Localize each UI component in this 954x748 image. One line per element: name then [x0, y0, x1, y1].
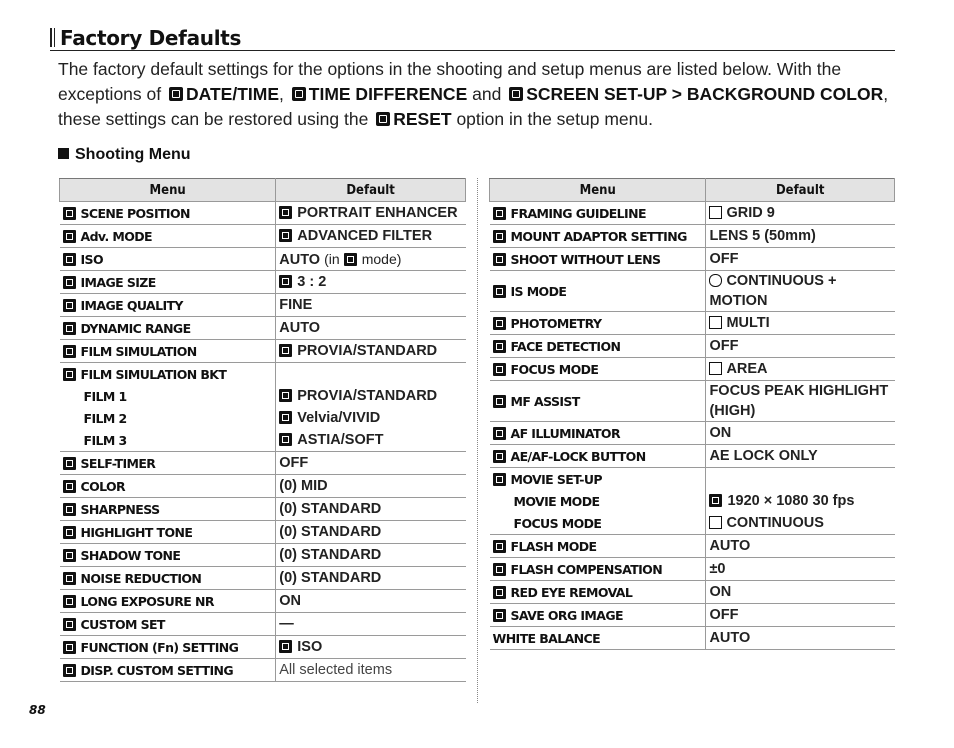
is-mode-icon — [493, 285, 506, 298]
portrait-enhancer-icon — [279, 206, 292, 219]
stabilizer-icon — [709, 274, 722, 287]
iso-note-2: mode) — [361, 250, 402, 267]
mf-assist-icon — [493, 395, 506, 408]
page-number: 88 — [29, 703, 46, 717]
intro-text-3: option in the setup menu. — [456, 109, 653, 129]
table-row — [60, 429, 466, 452]
menu-label: DISP. CUSTOM SETTING — [80, 662, 234, 678]
vivid-icon — [279, 411, 292, 424]
menu-label: MOVIE MODE — [513, 493, 600, 509]
soft-icon — [279, 433, 292, 446]
default-value: OFF — [709, 607, 739, 623]
focus-mode-icon — [493, 363, 506, 376]
default-value: 3 : 2 — [297, 274, 327, 290]
default-value: (0) STANDARD — [279, 501, 382, 517]
table-row — [490, 535, 895, 558]
fn-icon — [63, 641, 76, 654]
red-eye-icon — [493, 586, 506, 599]
column-header-default: Default — [276, 179, 466, 202]
disp-custom-icon — [63, 664, 76, 677]
multi-metering-icon — [709, 316, 722, 329]
table-row — [490, 512, 895, 535]
default-value: PORTRAIT ENHANCER — [297, 205, 458, 221]
color-icon — [63, 480, 76, 493]
default-value: FINE — [279, 297, 313, 313]
default-value: ON — [709, 584, 732, 600]
square-bullet-icon — [58, 148, 69, 159]
advanced-filter-icon — [279, 229, 292, 242]
default-value: (0) STANDARD — [279, 547, 382, 563]
menu-label: FILM SIMULATION — [80, 343, 197, 359]
intro-paragraph — [58, 57, 898, 132]
menu-label: COLOR — [80, 478, 126, 494]
table-row — [490, 248, 895, 271]
table-row — [60, 475, 466, 498]
menu-label: FUNCTION (Fn) SETTING — [80, 639, 239, 655]
table-row — [490, 358, 895, 381]
menu-label: CUSTOM SET — [80, 616, 165, 632]
time-difference-label: TIME DIFFERENCE — [308, 84, 468, 104]
column-header-menu: Menu — [490, 179, 706, 202]
table-row — [60, 659, 466, 682]
menu-label: SCENE POSITION — [80, 205, 190, 221]
menu-label: Adv. MODE — [80, 228, 152, 244]
table-row — [60, 521, 466, 544]
menu-label: FRAMING GUIDELINE — [510, 205, 646, 221]
screen-setup-label: SCREEN SET-UP > BACKGROUND COLOR — [526, 84, 884, 104]
grid-icon — [709, 206, 722, 219]
reset-label: RESET — [393, 109, 452, 129]
menu-label: WHITE BALANCE — [492, 630, 601, 646]
table-row — [490, 312, 895, 335]
page-header — [50, 26, 895, 51]
table-row — [60, 544, 466, 567]
default-value: AE LOCK ONLY — [709, 448, 818, 464]
table-row — [490, 627, 895, 650]
default-value: PROVIA/STANDARD — [297, 388, 438, 404]
long-exposure-icon — [63, 595, 76, 608]
default-value: AUTO — [279, 320, 321, 336]
table-row — [490, 335, 895, 358]
title-bar-icon — [50, 28, 55, 47]
area-focus-icon — [709, 362, 722, 375]
table-row — [60, 294, 466, 317]
iso-note: (in — [324, 250, 340, 267]
time-difference-icon — [292, 87, 306, 101]
film-bkt-icon — [63, 368, 76, 381]
table-header — [60, 179, 466, 202]
default-value: ON — [279, 593, 301, 609]
table-row — [490, 558, 895, 581]
sr-auto-icon — [344, 253, 357, 266]
table-row — [60, 613, 466, 636]
default-value: ON — [709, 425, 732, 441]
section-heading — [58, 146, 191, 164]
default-value: ASTIA/SOFT — [297, 432, 384, 448]
std-icon — [279, 389, 292, 402]
table-row — [60, 225, 466, 248]
ae-af-lock-icon — [493, 450, 506, 463]
default-value: GRID 9 — [726, 205, 775, 221]
std-icon — [279, 344, 292, 357]
table-row — [490, 381, 895, 422]
sharpness-icon — [63, 503, 76, 516]
table-row — [60, 340, 466, 363]
menu-label: RED EYE REMOVAL — [510, 584, 633, 600]
default-value: 1920 × 1080 30 fps — [727, 493, 855, 509]
default-value: MULTI — [726, 315, 770, 331]
face-detection-icon — [493, 340, 506, 353]
default-value: LENS 5 (50mm) — [709, 228, 816, 244]
default-value: CONTINUOUS — [726, 515, 824, 531]
clock-icon — [169, 87, 183, 101]
movie-setup-icon — [493, 473, 506, 486]
page-title: Factory Defaults — [60, 26, 242, 50]
menu-label: SHARPNESS — [80, 501, 160, 517]
flash-mode-icon — [493, 540, 506, 553]
menu-label: IS MODE — [510, 283, 567, 299]
menu-label: SHADOW TONE — [80, 547, 181, 563]
table-row — [60, 452, 466, 475]
noise-reduction-icon — [63, 572, 76, 585]
table-row — [490, 604, 895, 627]
menu-label: PHOTOMETRY — [510, 315, 602, 331]
table-row — [490, 490, 895, 512]
intro-and: and — [472, 84, 502, 104]
menu-label: MF ASSIST — [510, 393, 580, 409]
shooting-menu-table-left — [59, 178, 466, 682]
menu-label: AE/AF-LOCK BUTTON — [510, 448, 646, 464]
framing-guideline-icon — [493, 207, 506, 220]
column-divider — [477, 178, 478, 703]
table-row — [60, 498, 466, 521]
table-row — [490, 581, 895, 604]
table-row — [60, 407, 466, 429]
menu-label: FOCUS MODE — [510, 361, 599, 377]
table-row — [60, 317, 466, 340]
continuous-af-icon — [709, 516, 722, 529]
custom-set-icon — [63, 618, 76, 631]
default-value: OFF — [709, 338, 739, 354]
intro-text-1: The factory default settings for the options in the shooting and setup menus are listed below. With the exceptions of — [58, 59, 842, 104]
shoot-without-lens-icon — [493, 253, 506, 266]
default-value: OFF — [279, 455, 309, 471]
size-large-icon — [279, 275, 292, 288]
date-time-label: DATE/TIME — [186, 84, 280, 104]
section-title: Shooting Menu — [75, 146, 191, 163]
default-value: AUTO — [709, 630, 751, 646]
default-value: AUTO — [709, 538, 751, 554]
default-value: OFF — [709, 251, 739, 267]
reset-icon — [376, 112, 390, 126]
highlight-tone-icon — [63, 526, 76, 539]
default-value: All selected items — [279, 662, 393, 678]
table-row — [60, 363, 466, 386]
menu-label: SHOOT WITHOUT LENS — [510, 251, 661, 267]
self-timer-icon — [63, 457, 76, 470]
table-row — [490, 468, 895, 491]
table-row — [60, 636, 466, 659]
default-value: PROVIA/STANDARD — [297, 343, 438, 359]
menu-label: MOUNT ADAPTOR SETTING — [510, 228, 687, 244]
menu-label: FACE DETECTION — [510, 338, 621, 354]
column-header-default: Default — [706, 179, 895, 202]
table-row — [60, 567, 466, 590]
menu-label: FLASH COMPENSATION — [510, 561, 663, 577]
scene-icon — [63, 207, 76, 220]
adv-mode-icon — [63, 230, 76, 243]
image-quality-icon — [63, 299, 76, 312]
menu-label: FILM 2 — [83, 410, 127, 426]
af-illuminator-icon — [493, 427, 506, 440]
shooting-menu-table-right — [489, 178, 895, 650]
table-row — [490, 225, 895, 248]
table-header — [490, 179, 895, 202]
menu-label: MOVIE SET-UP — [510, 471, 602, 487]
menu-label: FILM 3 — [83, 432, 127, 448]
save-org-icon — [493, 609, 506, 622]
default-value: — — [279, 616, 294, 632]
menu-label: FLASH MODE — [510, 538, 597, 554]
table-row — [490, 202, 895, 225]
table-row — [60, 271, 466, 294]
default-value: AREA — [726, 361, 768, 377]
iso-icon — [63, 253, 76, 266]
menu-label: FILM SIMULATION BKT — [80, 366, 227, 382]
menu-label: DYNAMIC RANGE — [80, 320, 191, 336]
iso-icon — [279, 640, 292, 653]
mount-adaptor-icon — [493, 230, 506, 243]
menu-label: IMAGE QUALITY — [80, 297, 183, 313]
default-value: ISO — [297, 639, 323, 655]
table-row — [60, 385, 466, 407]
table-row — [490, 422, 895, 445]
table-row — [60, 248, 466, 271]
image-size-icon — [63, 276, 76, 289]
menu-label: FILM 1 — [83, 388, 127, 404]
default-value: (0) STANDARD — [279, 570, 382, 586]
photometry-icon — [493, 317, 506, 330]
film-simulation-icon — [63, 345, 76, 358]
menu-label: LONG EXPOSURE NR — [80, 593, 214, 609]
default-value: FOCUS PEAK HIGHLIGHT (HIGH) — [709, 383, 889, 419]
menu-label: NOISE REDUCTION — [80, 570, 202, 586]
table-row — [490, 445, 895, 468]
menu-label: HIGHLIGHT TONE — [80, 524, 193, 540]
menu-label: FOCUS MODE — [513, 515, 602, 531]
intro-comma: , — [279, 84, 284, 104]
intro-text-2: , these settings can be restored using the — [58, 84, 889, 129]
default-value: Velvia/VIVID — [297, 410, 381, 426]
dynamic-range-icon — [63, 322, 76, 335]
table-row — [60, 590, 466, 613]
default-value: CONTINUOUS + MOTION — [709, 273, 837, 309]
menu-label: AF ILLUMINATOR — [510, 425, 620, 441]
table-row — [490, 271, 895, 312]
full-hd-icon — [709, 494, 722, 507]
menu-label: ISO — [80, 251, 103, 267]
flash-compensation-icon — [493, 563, 506, 576]
shadow-tone-icon — [63, 549, 76, 562]
default-value: (0) MID — [279, 478, 328, 494]
default-value: ADVANCED FILTER — [297, 228, 433, 244]
menu-label: IMAGE SIZE — [80, 274, 156, 290]
default-value: AUTO — [279, 251, 321, 268]
default-value: (0) STANDARD — [279, 524, 382, 540]
menu-label: SAVE ORG IMAGE — [510, 607, 623, 623]
default-value: ±0 — [709, 561, 726, 577]
table-row — [60, 202, 466, 225]
screen-setup-icon — [509, 87, 523, 101]
column-header-menu: Menu — [60, 179, 276, 202]
menu-label: SELF-TIMER — [80, 455, 156, 471]
